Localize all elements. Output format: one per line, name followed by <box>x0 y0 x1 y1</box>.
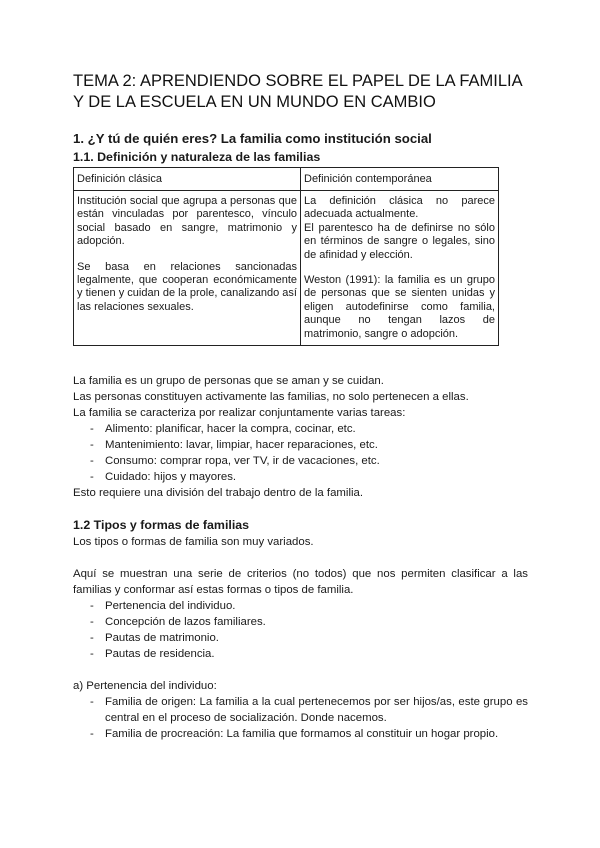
classic-definition-cell <box>74 191 301 346</box>
contemporary-paragraph-2: El parentesco ha de definirse no sólo en términos de sangre o legales, sino de afinidad y elección. <box>304 221 495 261</box>
paragraph-family-love: La familia es un grupo de personas que se aman y se cuidan. <box>73 375 384 387</box>
type-item-origin: Familia de origen: La familia a la cual pertenecemos por ser hijos/as, este grupo es central en el proceso de socialización. Donde nacemos. <box>105 696 528 724</box>
list-dash: - <box>90 471 94 483</box>
list-dash: - <box>90 648 94 660</box>
task-item-4: Cuidado: hijos y mayores. <box>105 471 237 483</box>
table-header-row <box>74 168 499 191</box>
header-classic: Definición clásica <box>74 168 301 191</box>
list-dash: - <box>90 439 94 451</box>
list-dash: - <box>90 728 94 740</box>
classic-paragraph-1: Institución social que agrupa a personas que están vinculadas por parentesco, vínculo social basado en sangre, matrimonio y adopción. <box>77 195 297 248</box>
contemporary-paragraph-3: Weston (1991): la familia es un grupo de personas que se sienten unidas y eligen autodefinirse como familia, aunque no tengan lazos de matrimonio, sangre o adopción. <box>304 274 495 340</box>
contemporary-definition-cell <box>301 191 499 346</box>
task-item-1: Alimento: planificar, hacer la compra, cocinar, etc. <box>105 423 356 435</box>
section-1-2-heading: 1.2 Tipos y formas de familias <box>73 518 250 532</box>
task-item-2: Mantenimiento: lavar, limpiar, hacer reparaciones, etc. <box>105 439 378 451</box>
list-dash: - <box>90 632 94 644</box>
list-dash: - <box>90 423 94 435</box>
paragraph-family-tasks: La familia se caracteriza por realizar conjuntamente varias tareas: <box>73 407 406 419</box>
section-1-1-heading: 1.1. Definición y naturaleza de las familias <box>73 150 321 164</box>
subsection-a-heading: a) Pertenencia del individuo: <box>73 680 217 692</box>
paragraph-criteria-intro: Aquí se muestran una serie de criterios (no todos) que nos permiten clasificar a las familias y conformar así estas formas o tipos de familia. <box>73 568 528 596</box>
criteria-item-1: Pertenencia del individuo. <box>105 600 236 612</box>
title-line-1: TEMA 2: APRENDIENDO SOBRE EL PAPEL DE LA FAMILIA <box>73 72 523 90</box>
type-item-procreation: Familia de procreación: La familia que formamos al constituir un hogar propio. <box>105 728 499 740</box>
list-dash: - <box>90 696 94 708</box>
table-row <box>74 191 499 346</box>
classic-paragraph-2: Se basa en relaciones sancionadas legalmente, que cooperan económicamente y tienen y cuidan de la prole, canalizando así las relaciones sexuales. <box>77 260 297 313</box>
paragraph-division: Esto requiere una división del trabajo dentro de la familia. <box>73 487 363 499</box>
criteria-item-4: Pautas de residencia. <box>105 648 215 660</box>
task-item-3: Consumo: comprar ropa, ver TV, ir de vacaciones, etc. <box>105 455 380 467</box>
list-dash: - <box>90 600 94 612</box>
list-dash: - <box>90 455 94 467</box>
list-dash: - <box>90 616 94 628</box>
section-1-heading: 1. ¿Y tú de quién eres? La familia como institución social <box>73 131 432 146</box>
document-title <box>73 71 528 113</box>
criteria-item-2: Concepción de lazos familiares. <box>105 616 266 628</box>
definitions-table <box>73 167 499 346</box>
paragraph-types-varied: Los tipos o formas de familia son muy variados. <box>73 536 314 548</box>
title-line-2: Y DE LA ESCUELA EN UN MUNDO EN CAMBIO <box>73 93 436 111</box>
paragraph-family-active: Las personas constituyen activamente las familias, no solo pertenecen a ellas. <box>73 391 469 403</box>
header-contemporary: Definición contemporánea <box>301 168 499 191</box>
contemporary-paragraph-1: La definición clásica no parece adecuada actualmente. <box>304 195 495 221</box>
criteria-item-3: Pautas de matrimonio. <box>105 632 219 644</box>
